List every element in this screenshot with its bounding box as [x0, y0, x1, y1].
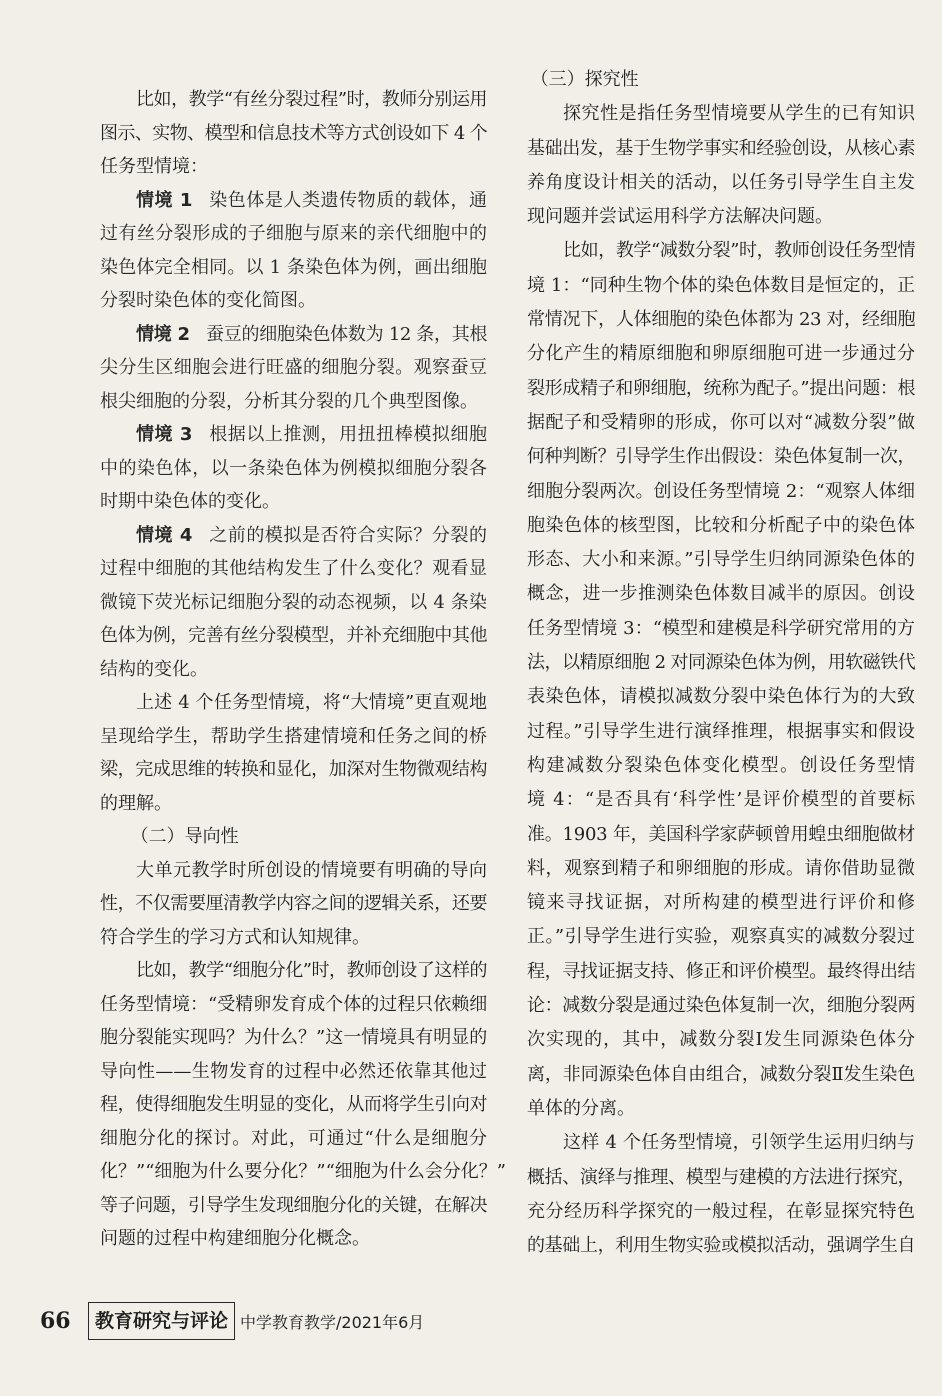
text-line [100, 385, 487, 419]
line-text: 比如，教学“有丝分裂过程”时，教师分别运用 [136, 89, 487, 110]
text-line [100, 552, 487, 586]
text-line [100, 351, 487, 385]
line-text: 任务型情境：“受精卵发育成个体的过程只依赖细 [100, 993, 488, 1015]
line-text: 料，观察到精子和卵细胞的形成。请你借助显微 [527, 857, 915, 879]
text-line [527, 680, 915, 714]
text-line [100, 83, 487, 117]
line-text: 尖分生区细胞会进行旺盛的细胞分裂。观察蚕豆 [100, 357, 487, 378]
text-line [527, 372, 915, 406]
line-text: 过有丝分裂形成的子细胞与原来的亲代细胞中的 [100, 223, 487, 244]
line-text: 论：减数分裂是通过染色体复制一次，细胞分裂两 [527, 995, 915, 1017]
text-line [100, 820, 487, 854]
scenario-paragraph [100, 519, 487, 687]
text-line [100, 217, 487, 251]
paragraph [100, 83, 487, 184]
left-column [100, 83, 507, 1256]
text-line [100, 318, 487, 352]
right-column [527, 63, 915, 1263]
scenario-label: 情境 2 [136, 323, 190, 345]
line-text: 境 4：“是否具有‘科学性’是评价模型的首要标 [527, 789, 915, 811]
text-line [100, 921, 487, 955]
text-line [527, 715, 915, 749]
line-text: 正。”引导学生进行实验，观察真实的减数分裂过 [527, 926, 915, 948]
text-line [527, 475, 915, 509]
text-line [527, 852, 915, 886]
text-line [527, 1161, 915, 1195]
line-text: 任务型情境 3：“模型和建模是科学研究常用的方 [527, 617, 915, 639]
line-text: 探究性是指任务型情境要从学生的已有知识 [563, 103, 915, 125]
line-text: 法，以精原细胞 2 对同源染色体为例，用软磁铁代 [527, 652, 915, 674]
line-text: 养角度设计相关的活动，以任务引导学生自主发 [527, 171, 915, 193]
line-text: 离，非同源染色体自由组合，减数分裂Ⅱ发生染色 [527, 1063, 915, 1085]
line-text: 根尖细胞的分裂，分析其分裂的几个典型图像。 [100, 390, 478, 412]
line-text: 程，寻找证据支持、修正和评价模型。最终得出结 [527, 960, 915, 982]
line-text: 过程中细胞的其他结构发生了什么变化？观看显 [100, 558, 487, 579]
line-text: 梁，完成思维的转换和显化，加深对生物微观结构 [100, 759, 487, 780]
text-line [100, 117, 487, 151]
text-line [527, 1195, 915, 1229]
line-text: 色体为例，完善有丝分裂模型，并补充细胞中其他 [100, 625, 487, 646]
text-line [100, 954, 487, 988]
line-text: 境 1：“同种生物个体的染色体数目是恒定的，正 [527, 274, 915, 296]
text-line [100, 887, 487, 921]
paragraph [100, 854, 487, 955]
text-line [100, 1088, 487, 1122]
line-text: 常情况下，人体细胞的染色体都为 23 对，经细胞 [527, 309, 915, 331]
text-line [527, 303, 915, 337]
line-text: 细胞分裂两次。创设任务型情境 2：“观察人体细 [527, 480, 915, 502]
text-line [527, 440, 915, 474]
text-line [100, 753, 487, 787]
paragraph [527, 234, 915, 1126]
line-text: 时期中染色体的变化。 [100, 491, 280, 512]
text-line [527, 63, 915, 97]
line-text: 微镜下荧光标记细胞分裂的动态视频，以 4 条染 [100, 591, 487, 613]
line-text: 这样 4 个任务型情境，引领学生运用归纳与 [563, 1132, 915, 1154]
line-text: 细胞分化的探讨。对此，可通过“什么是细胞分 [100, 1127, 487, 1149]
line-text: 染色体是人类遗传物质的载体，通 [208, 189, 488, 211]
line-text: 导向性——生物发育的过程中必然还依靠其他过 [100, 1060, 487, 1082]
line-text: 现问题并尝试运用科学方法解决问题。 [527, 206, 833, 228]
text-line [100, 284, 487, 318]
text-line [527, 132, 915, 166]
text-line [527, 509, 915, 543]
text-line [100, 586, 487, 620]
line-text: 准。1903 年，美国科学家萨顿曾用蝗虫细胞做材 [527, 823, 915, 845]
text-line [100, 1155, 507, 1189]
text-line [100, 452, 487, 486]
line-text: 根据以上推测，用扭扭棒模拟细胞 [208, 424, 488, 445]
line-text: 形态、大小和来源。”引导学生归纳同源染色体的 [527, 549, 915, 571]
line-text: 概念，进一步推测染色体数目减半的原因。创设 [527, 583, 915, 605]
text-line [527, 749, 915, 783]
text-line [527, 1058, 915, 1092]
line-text: 表染色体，请模拟减数分裂中染色体行为的大致 [527, 686, 915, 708]
page-number: 66 [40, 1308, 71, 1334]
line-text: 比如，教学“细胞分化”时，教师创设了这样的 [136, 960, 487, 981]
line-text: 次实现的，其中，减数分裂Ⅰ发生同源染色体分 [527, 1029, 915, 1051]
line-text: 等子问题，引导学生发现细胞分化的关键，在解决 [100, 1194, 487, 1216]
text-line [527, 612, 915, 646]
text-line [527, 234, 915, 268]
line-text: 之前的模拟是否符合实际？分裂的 [208, 524, 488, 546]
line-text: 充分经历科学探究的一般过程，在彰显探究特色 [527, 1200, 915, 1222]
text-line [527, 97, 915, 131]
section-heading [527, 63, 915, 97]
line-text: （二）导向性 [130, 826, 239, 847]
text-line [527, 886, 915, 920]
text-line [100, 418, 487, 452]
line-text: 的基础上，利用生物实验或模拟活动，强调学生自 [527, 1235, 915, 1257]
line-text: 的理解。 [100, 792, 172, 814]
text-line [527, 1023, 915, 1057]
text-line [527, 200, 915, 234]
line-text: 概括、演绎与推理、模型与建模的方法进行探究， [527, 1166, 915, 1188]
journal-issue: 中学教育教学/2021年6月 [240, 1313, 425, 1332]
line-text: 结构的变化。 [100, 658, 208, 680]
line-text: 胞染色体的核型图，比较和分析配子中的染色体 [527, 514, 915, 536]
line-text: 构建减数分裂染色体变化模型。创设任务型情 [527, 754, 915, 776]
text-line [100, 150, 487, 184]
text-line [527, 989, 915, 1023]
text-line [100, 720, 487, 754]
line-text: 上述 4 个任务型情境，将“大情境”更直观地 [136, 692, 487, 713]
line-text: 性，不仅需要厘清教学内容之间的逻辑关系，还要 [100, 893, 487, 914]
text-line [527, 955, 915, 989]
text-line [100, 686, 487, 720]
line-text: 分裂时染色体的变化简图。 [100, 290, 316, 311]
line-text: 程，使得细胞发生明显的变化，从而将学生引向对 [100, 1094, 487, 1115]
text-line [527, 337, 915, 371]
line-text: 图示、实物、模型和信息技术等方式创设如下 4 个 [100, 122, 487, 144]
line-text: 比如，教学“减数分裂”时，教师创设任务型情 [563, 240, 915, 262]
text-line [527, 166, 915, 200]
line-text: 问题的过程中构建细胞分化概念。 [100, 1228, 370, 1249]
paragraph [527, 97, 915, 234]
scenario-label: 情境 3 [136, 424, 193, 445]
text-line [100, 619, 487, 653]
text-line [527, 818, 915, 852]
text-line [527, 406, 915, 440]
text-line [100, 1055, 487, 1089]
scenario-label: 情境 1 [136, 189, 193, 211]
line-text: 染色体完全相同。以 1 条染色体为例，画出细胞 [100, 256, 487, 278]
section-heading [100, 820, 487, 854]
text-line [527, 1229, 915, 1263]
line-text: （三）探究性 [530, 69, 639, 90]
text-line [100, 251, 487, 285]
text-line [100, 787, 487, 821]
text-line [100, 1122, 487, 1156]
paragraph [100, 686, 487, 820]
text-line [100, 653, 487, 687]
line-text: 何种判断？引导学生作出假设：染色体复制一次， [527, 446, 915, 468]
text-line [100, 1222, 487, 1256]
line-text: 呈现给学生，帮助学生搭建情境和任务之间的桥 [100, 725, 487, 747]
text-line [527, 543, 915, 577]
line-text: 中的染色体，以一条染色体为例模拟细胞分裂各 [100, 457, 487, 479]
text-line [527, 646, 915, 680]
line-text: 据配子和受精卵的形成，你可以对“减数分裂”做 [527, 411, 915, 433]
line-text: 分化产生的精原细胞和卵原细胞可进一步通过分 [527, 343, 915, 365]
text-line [527, 577, 915, 611]
text-line [527, 1126, 915, 1160]
text-line [100, 485, 487, 519]
scenario-paragraph [100, 184, 487, 318]
line-text: 基础出发，基于生物学事实和经验创设，从核心素 [527, 137, 915, 159]
text-line [527, 920, 915, 954]
text-line [100, 184, 487, 218]
line-text: 大单元教学时所创设的情境要有明确的导向 [136, 859, 487, 881]
line-text: 单体的分离。 [527, 1097, 635, 1119]
line-text: 符合学生的学习方式和认知规律。 [100, 926, 370, 948]
text-line [527, 783, 915, 817]
line-text: 蚕豆的细胞染色体数为 12 条，其根 [205, 323, 487, 345]
text-line [100, 1189, 487, 1223]
paragraph [100, 954, 507, 1256]
section-title: 教育研究与评论 [88, 1302, 235, 1340]
text-line [100, 519, 487, 553]
text-line [100, 988, 487, 1022]
text-line [527, 269, 915, 303]
scenario-paragraph [100, 318, 487, 419]
scenario-label: 情境 4 [136, 524, 193, 546]
line-text: 过程。”引导学生进行演绎推理，根据事实和假设 [527, 720, 915, 742]
paragraph [527, 1126, 915, 1263]
text-line [527, 1092, 915, 1126]
line-text: 镜来寻找证据，对所构建的模型进行评价和修 [527, 892, 915, 914]
scenario-paragraph [100, 418, 487, 519]
line-text: 任务型情境： [100, 156, 208, 177]
text-line [100, 1021, 487, 1055]
line-text: 胞分裂能实现吗？为什么？”这一情境具有明显的 [100, 1027, 487, 1048]
line-text: 化？”“细胞为什么要分化？”“细胞为什么会分化？” [100, 1161, 507, 1182]
line-text: 裂形成精子和卵细胞，统称为配子。”提出问题：根 [527, 377, 915, 399]
text-line [100, 854, 487, 888]
